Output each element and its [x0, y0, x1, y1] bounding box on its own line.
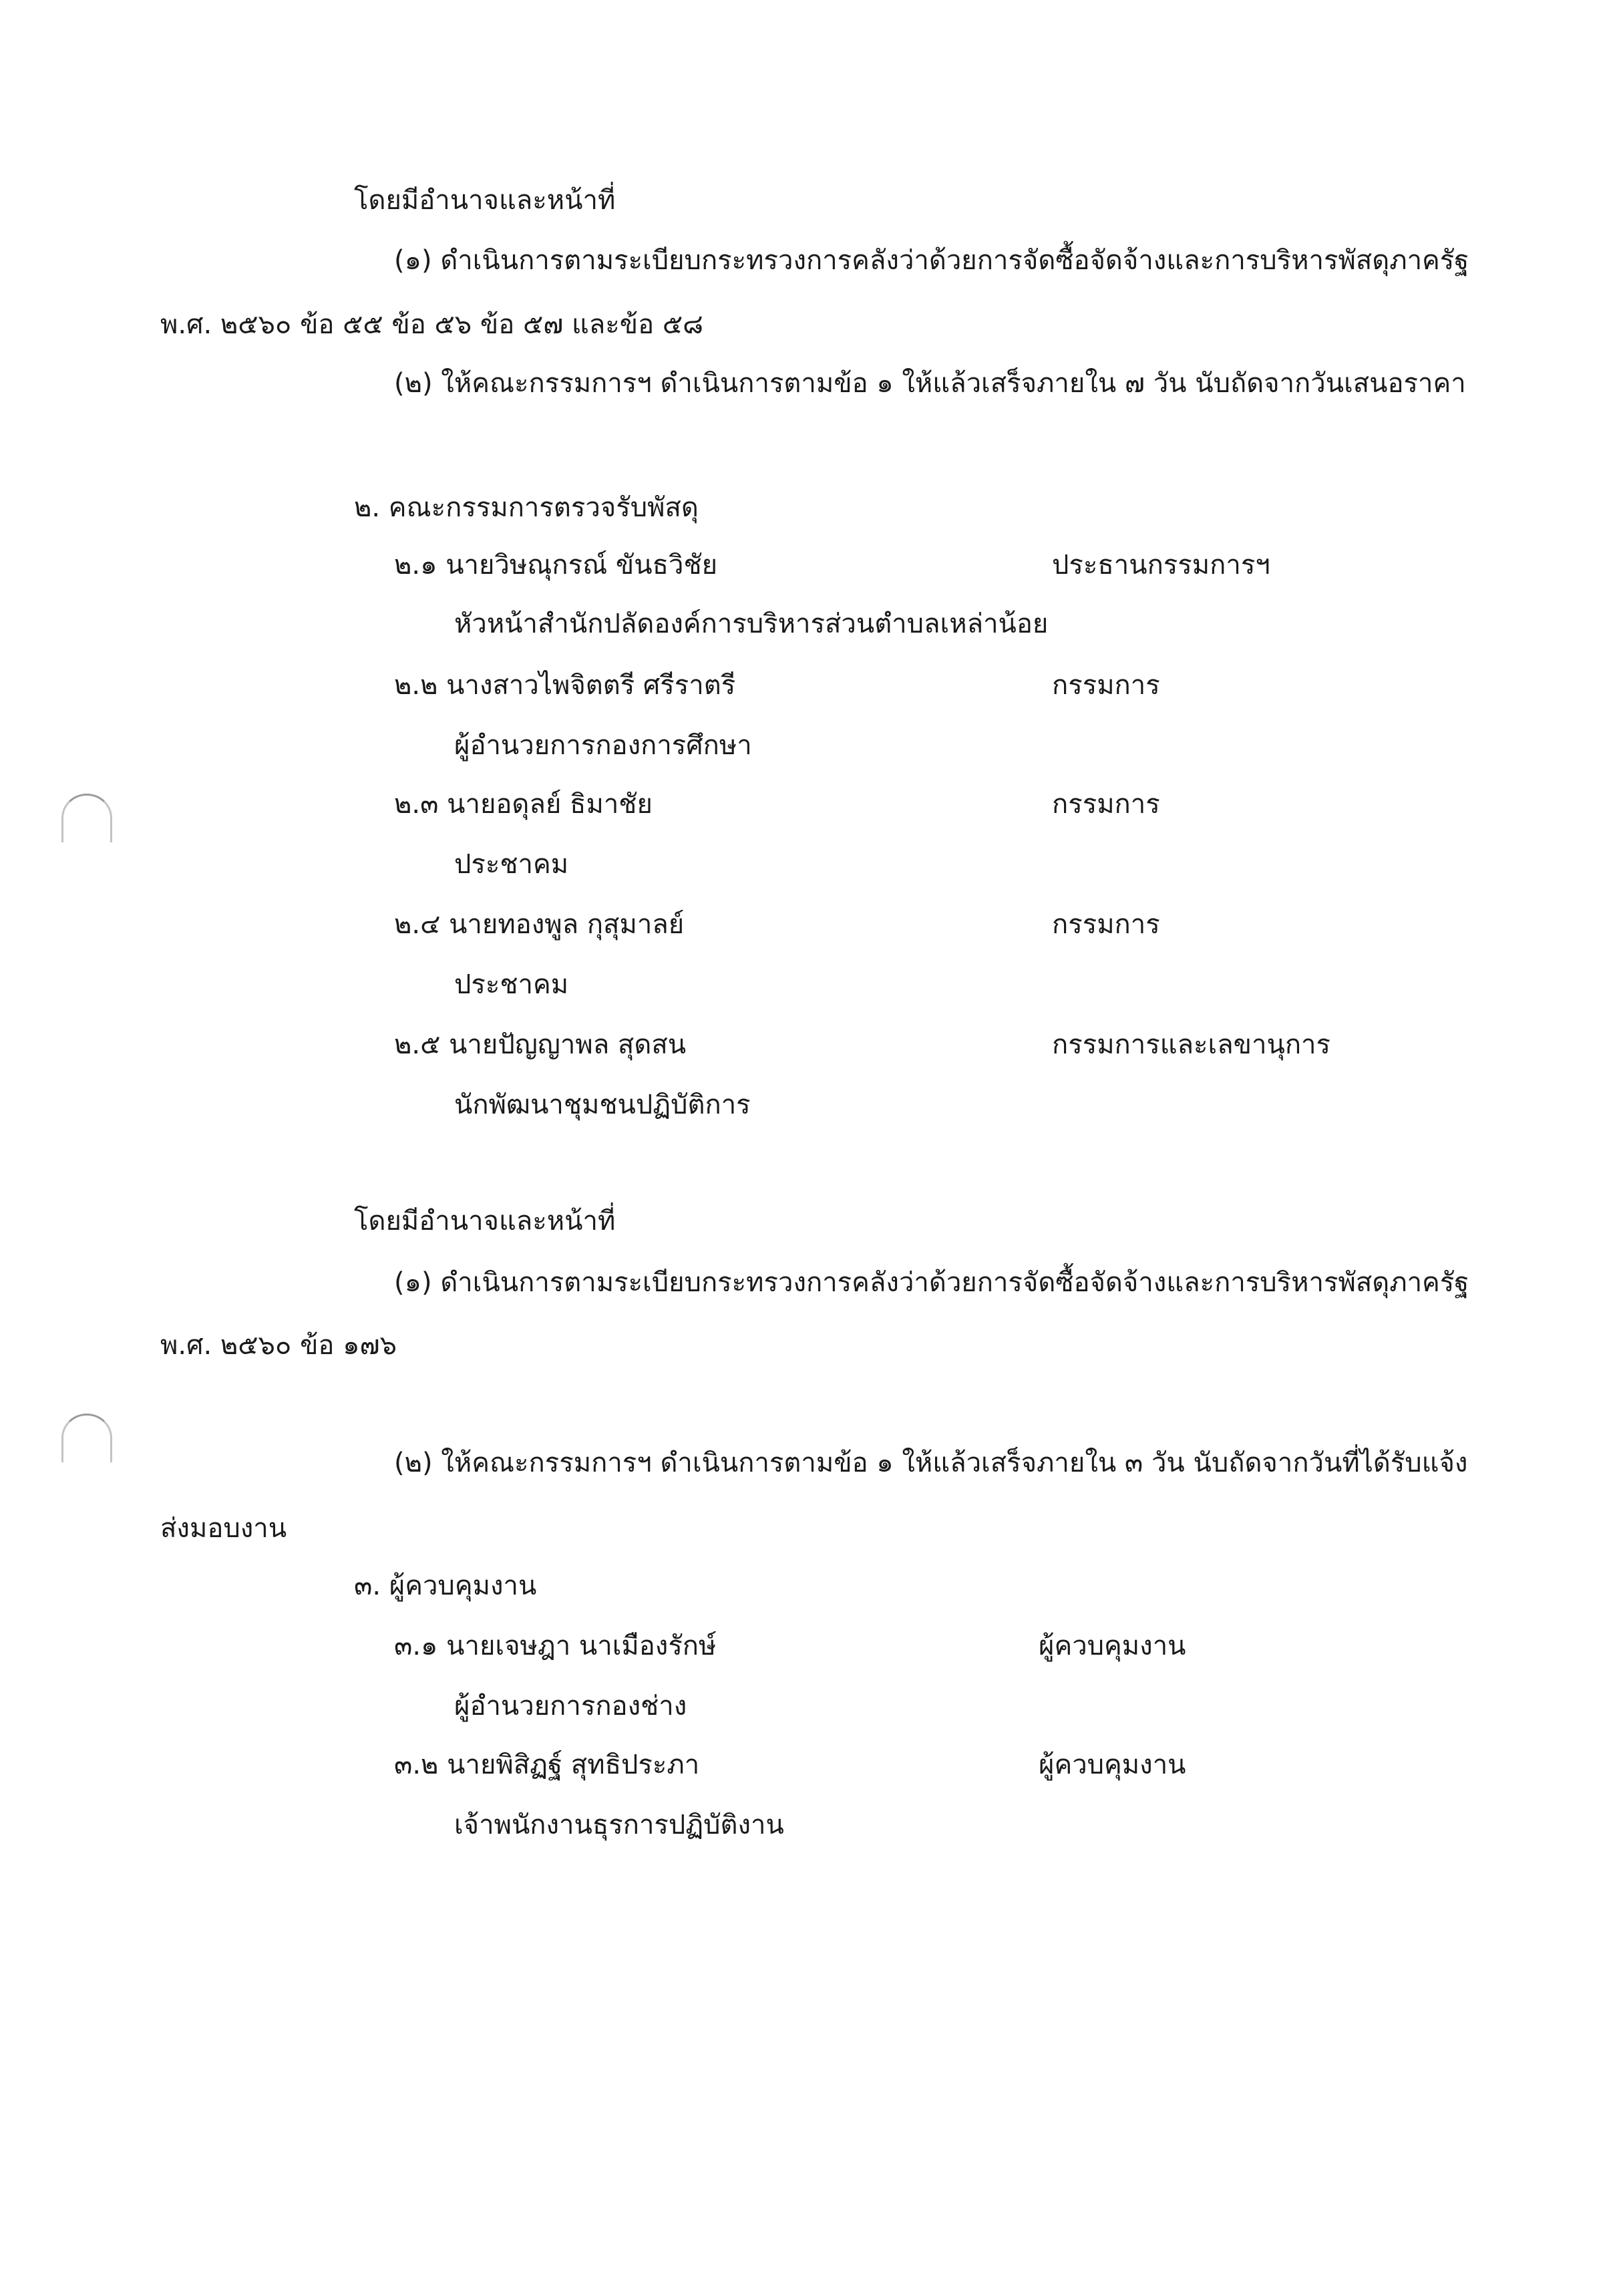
member-position: ผู้อำนวยการกองการศึกษา: [454, 730, 752, 761]
member-role: กรรมการ: [1052, 789, 1160, 820]
member-position: นักพัฒนาชุมชนปฏิบัติการ: [454, 1090, 751, 1120]
member-role: ผู้ควบคุมงาน: [1039, 1631, 1186, 1661]
member-position: เจ้าพนักงานธุรการปฏิบัติงาน: [454, 1810, 784, 1840]
section-heading: ๓. ผู้ควบคุมงาน: [354, 1571, 537, 1601]
member-role: กรรมการและเลขานุการ: [1052, 1029, 1330, 1060]
member-role: ผู้ควบคุมงาน: [1039, 1750, 1186, 1780]
member-role: กรรมการ: [1052, 670, 1160, 701]
member-position: หัวหน้าสำนักปลัดองค์การบริหารส่วนตำบลเหล่าน้อย: [454, 609, 1049, 639]
punch-hole-mark: [61, 1414, 112, 1462]
punch-hole-mark: [61, 794, 112, 842]
duty-item-2-line-1: (๒) ให้คณะกรรมการฯ ดำเนินการตามข้อ ๑ ให้แล้วเสร็จภายใน ๗ วัน นับถัดจากวันเสนอราคา: [394, 368, 1466, 399]
member-role: ประธานกรรมการฯ: [1052, 550, 1270, 581]
member-name: ๒.๑ นายวิษณุกรณ์ ขันธวิชัย: [394, 550, 718, 581]
section-heading: ๒. คณะกรรมการตรวจรับพัสดุ: [354, 492, 699, 523]
duties-heading: โดยมีอำนาจและหน้าที่: [354, 185, 616, 216]
member-name: ๒.๔ นายทองพูล กุสุมาลย์: [394, 909, 685, 940]
member-name: ๒.๕ นายปัญญาพล สุดสน: [394, 1029, 687, 1060]
member-role: กรรมการ: [1052, 909, 1160, 940]
duty-item-1-line-2: พ.ศ. ๒๕๖๐ ข้อ ๑๗๖: [160, 1330, 397, 1361]
duty-item-2-line-2: ส่งมอบงาน: [160, 1513, 287, 1544]
member-position: ผู้อำนวยการกองช่าง: [454, 1691, 687, 1721]
member-position: ประชาคม: [454, 969, 569, 1000]
duties-heading: โดยมีอำนาจและหน้าที่: [354, 1206, 616, 1237]
member-name: ๒.๒ นางสาวไพจิตตรี ศรีราตรี: [394, 670, 736, 701]
member-name: ๒.๓ นายอดุลย์ ธิมาชัย: [394, 789, 653, 820]
member-position: ประชาคม: [454, 849, 569, 880]
duty-item-1-line-1: (๑) ดำเนินการตามระเบียบกระทรวงการคลังว่าด้วยการจัดซื้อจัดจ้างและการบริหารพัสดุภาครัฐ: [394, 245, 1469, 276]
member-name: ๓.๑ นายเจษฎา นาเมืองรักษ์: [394, 1631, 717, 1661]
duty-item-1-line-2: พ.ศ. ๒๕๖๐ ข้อ ๕๕ ข้อ ๕๖ ข้อ ๕๗ และข้อ ๕๘: [160, 309, 704, 340]
duty-item-1-line-1: (๑) ดำเนินการตามระเบียบกระทรวงการคลังว่าด้วยการจัดซื้อจัดจ้างและการบริหารพัสดุภาครัฐ: [394, 1267, 1469, 1298]
duty-item-2-line-1: (๒) ให้คณะกรรมการฯ ดำเนินการตามข้อ ๑ ให้แล้วเสร็จภายใน ๓ วัน นับถัดจากวันที่ได้รับแจ้ง: [394, 1448, 1468, 1478]
member-name: ๓.๒ นายพิสิฏฐ์ สุทธิประภา: [394, 1750, 700, 1780]
